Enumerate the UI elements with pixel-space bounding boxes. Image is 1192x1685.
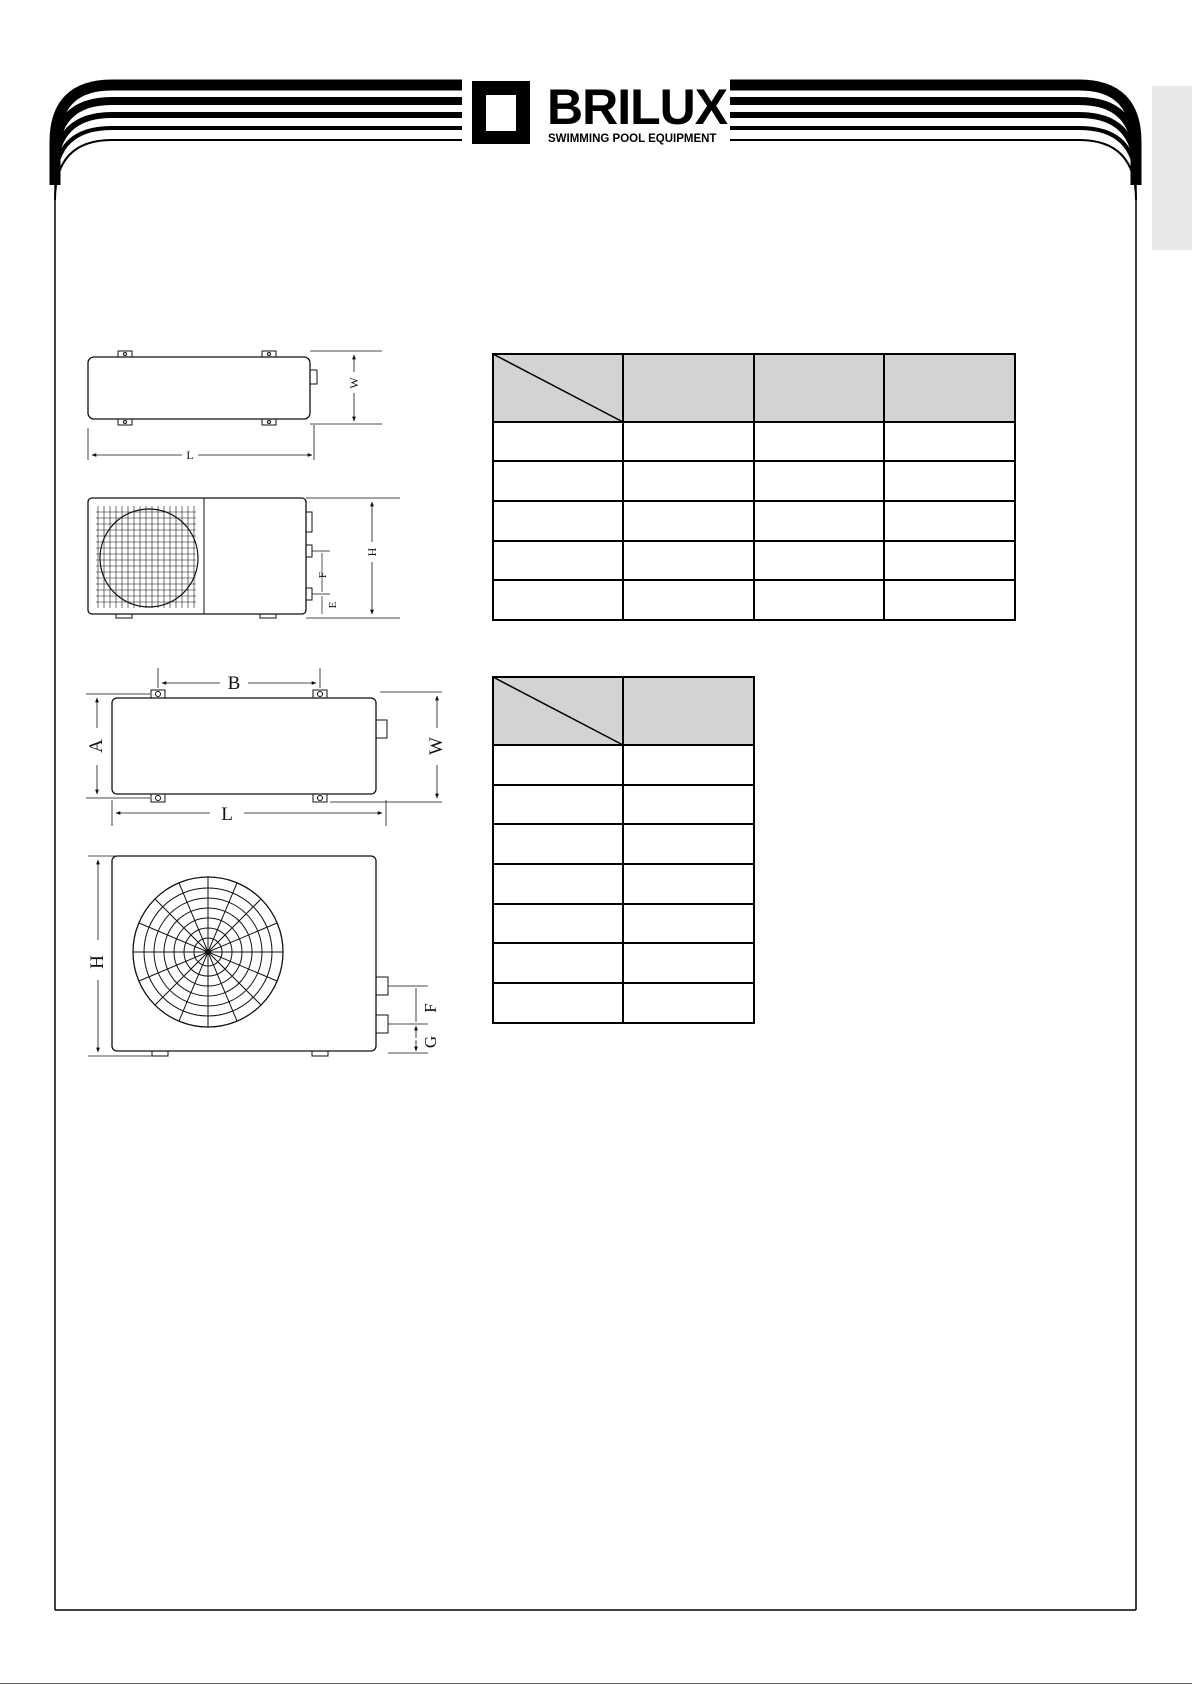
dimension-table-2 — [493, 677, 754, 1023]
small-unit-front-view — [88, 498, 400, 618]
pipe-offset-label: E — [327, 601, 339, 609]
bottom-rule — [0, 1683, 1192, 1684]
width-label: W — [347, 377, 361, 389]
bracket-spacing-label: B — [227, 673, 241, 694]
height-label: H — [87, 955, 108, 969]
large-unit-top-view — [86, 668, 442, 826]
height-label: H — [365, 547, 379, 557]
brand-name: BRILUX — [547, 79, 728, 135]
brand-tagline: SWIMMING POOL EQUIPMENT — [548, 133, 717, 145]
brand-logo — [472, 79, 728, 145]
small-unit-top-view — [88, 351, 382, 460]
pipe-spacing-label: F — [317, 571, 329, 579]
fan-guard — [133, 877, 283, 1027]
dimension-table-1 — [493, 354, 1015, 620]
large-unit-front-view — [88, 856, 428, 1056]
length-label: L — [221, 804, 233, 825]
depth-label: A — [86, 739, 107, 753]
pipe-spacing-label: F — [421, 1003, 440, 1013]
length-label: L — [186, 448, 194, 462]
bottom-offset-label: G — [421, 1035, 440, 1049]
width-label: W — [426, 737, 447, 755]
